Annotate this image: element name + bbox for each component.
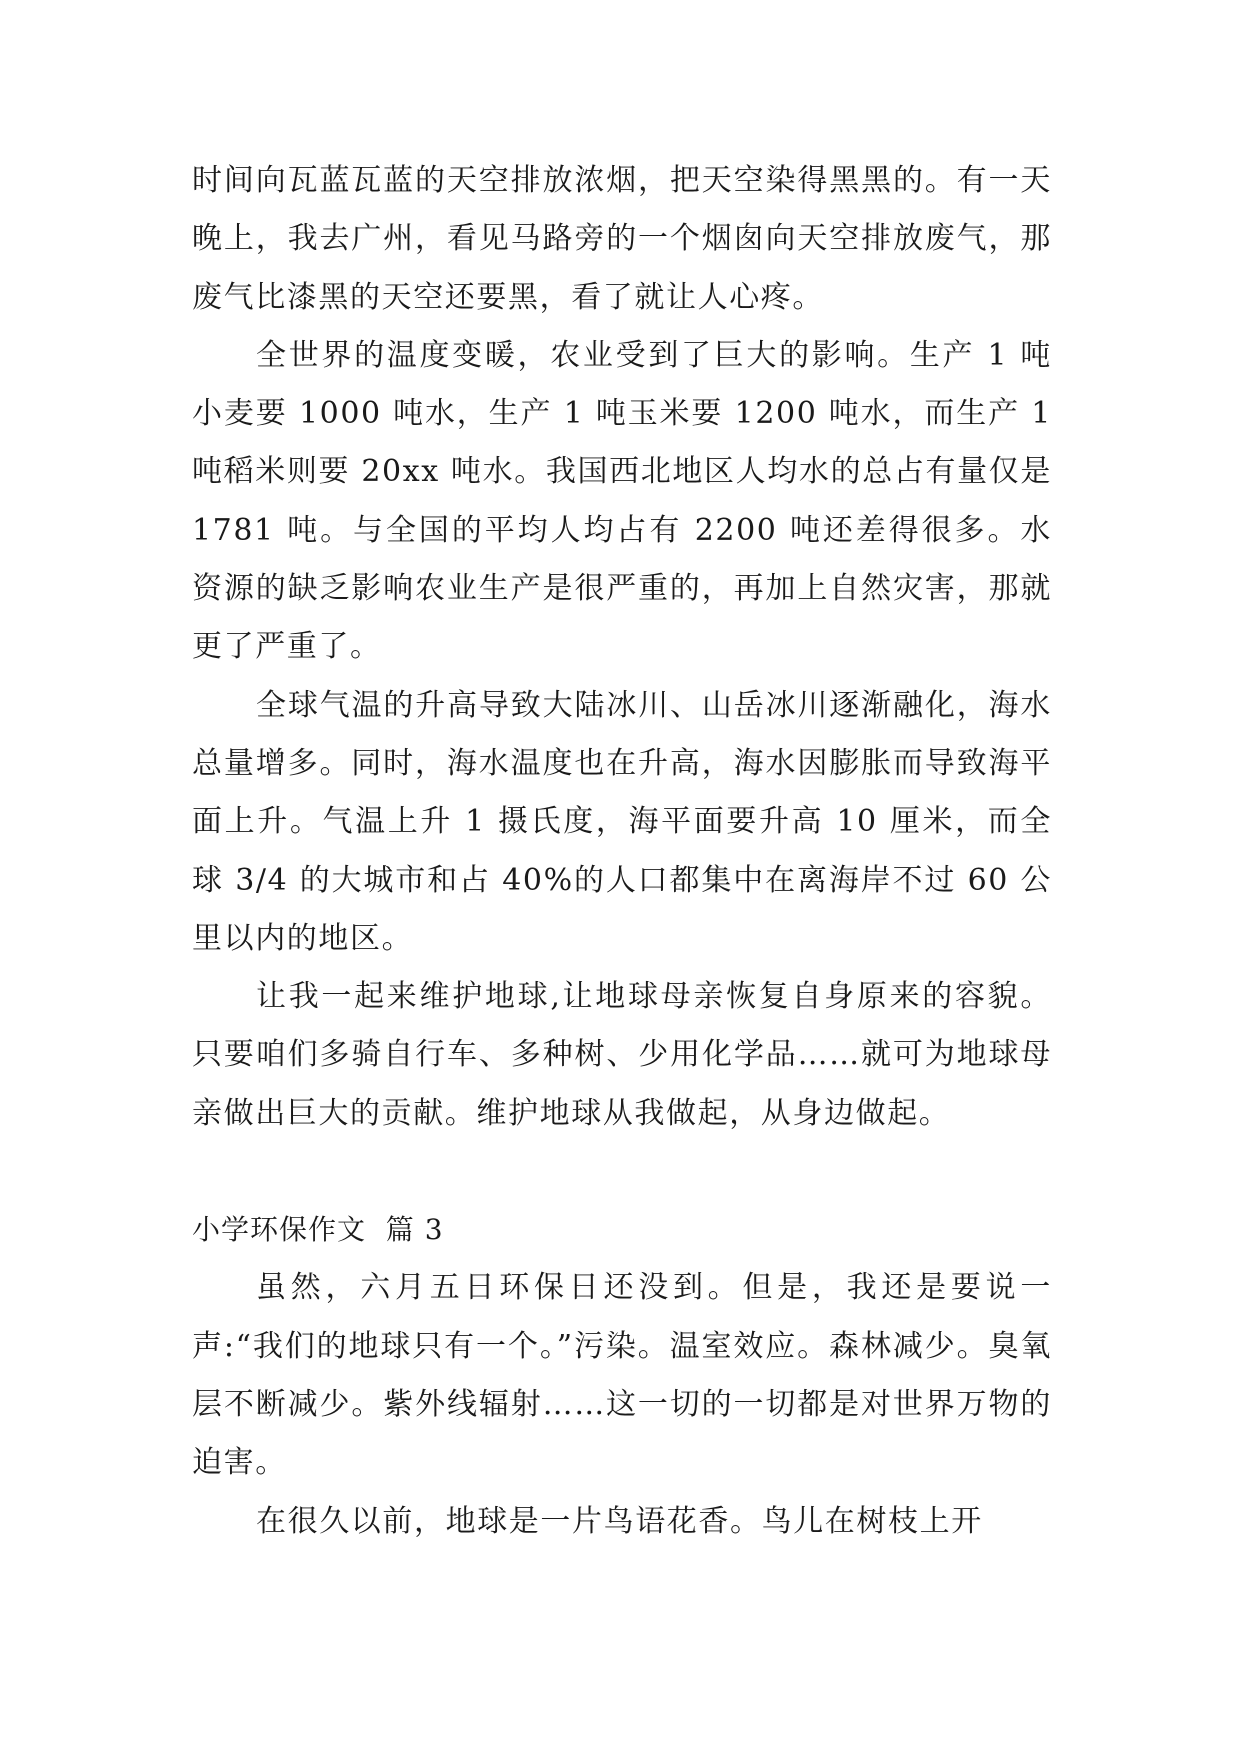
paragraph-protect-earth: 让我一起来维护地球,让地球母亲恢复自身原来的容貌。只要咱们多骑自行车、多种树、少用化学品……就可为地球母亲做出巨大的贡献。维护地球从我做起，从身边做起。 (192, 979, 1052, 1131)
paragraph-agriculture-water: 全世界的温度变暖，农业受到了巨大的影响。生产 1 吨小麦要 1000 吨水，生产 1 吨玉米要 1200 吨水，而生产 1 吨稻米则要 20xx 吨水。我国西北地区人均水的总占有量仅是 1781 吨。与全国的平均人均占有 2200 吨还差得很多。水资源的缺乏影响农业生产是很严重的，再加上自然灾害，那就更了严重了。 (192, 337, 1052, 665)
section-heading: 小学环保作文 篇 3 (192, 1213, 444, 1247)
paragraph-environment-day: 虽然，六月五日环保日还没到。但是，我还是要说一声:“我们的地球只有一个。”污染。温室效应。森林减少。臭氧层不断减少。紫外线辐射……这一切的一切都是对世界万物的迫害。 (192, 1270, 1052, 1481)
paragraph-pollution-continued: 时间向瓦蓝瓦蓝的天空排放浓烟，把天空染得黑黑的。有一天晚上，我去广州，看见马路旁的一个烟囱向天空排放废气，那废气比漆黑的天空还要黑，看了就让人心疼。 (192, 163, 1052, 315)
document-body (192, 152, 1052, 1551)
paragraph-long-ago: 在很久以前，地球是一片鸟语花香。鸟儿在树枝上开 (256, 1503, 983, 1539)
paragraph-sea-level: 全球气温的升高导致大陆冰川、山岳冰川逐渐融化，海水总量增多。同时，海水温度也在升高，海水因膨胀而导致海平面上升。气温上升 1 摄氏度，海平面要升高 10 厘米，而全球 3/4 的大城市和占 40%的人口都集中在离海岸不过 60 公里以内的地区。 (192, 687, 1052, 956)
